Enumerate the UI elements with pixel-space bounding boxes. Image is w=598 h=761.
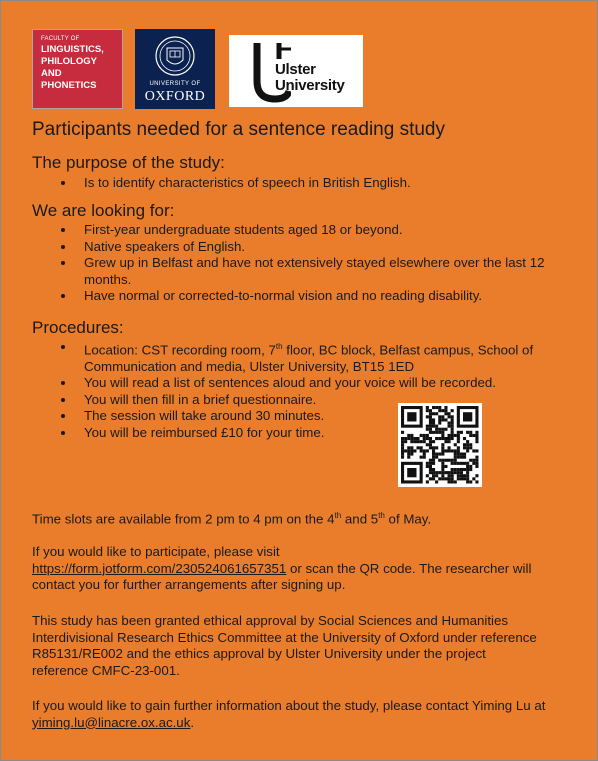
ulster-logo-line1: Ulster [275, 61, 316, 78]
procedures-heading: Procedures: [32, 318, 124, 337]
purpose-list [57, 175, 411, 192]
oxford-crest-icon [153, 34, 197, 78]
faculty-logo-line: AND [41, 68, 62, 79]
ethics-text: This study has been granted ethical approval by Social Sciences and Humanities Interdivisional Research Ethics Committee at the University of Oxford under reference R85131/RE002 and the ethics approval by Ulster University under the project reference CMFC-23-001. [32, 613, 537, 678]
faculty-logo-line: LINGUISTICS, [41, 44, 104, 55]
list-item: You will then fill in a brief questionnaire. [57, 392, 537, 409]
list-item: Have normal or corrected-to-normal vision and no reading disability. [57, 288, 562, 305]
faculty-logo [32, 29, 123, 109]
ulster-logo-name [275, 62, 345, 94]
purpose-heading: The purpose of the study: [32, 153, 225, 172]
ulster-logo-line2: University [275, 77, 345, 94]
faculty-logo-line: PHONETICS [41, 80, 97, 91]
time-slots-text: Time slots are available from 2 pm to 4 pm on the 4th and 5th of May. [32, 511, 432, 527]
list-item: Is to identify characteristics of speech in British English. [57, 175, 411, 192]
faculty-logo-line: PHILOLOGY [41, 56, 97, 67]
list-item: The session will take around 30 minutes. [57, 408, 537, 425]
qr-code-icon[interactable] [398, 403, 482, 487]
faculty-logo-small-text: FACULTY OF [41, 36, 80, 42]
email-link[interactable]: yiming.lu@linacre.ox.ac.uk [32, 714, 191, 730]
list-item: You will read a list of sentences aloud and your voice will be recorded. [57, 375, 537, 392]
list-item: Native speakers of English. [57, 239, 562, 256]
ulster-logo [229, 35, 363, 107]
oxford-logo [135, 29, 215, 109]
looking-list [57, 222, 562, 305]
oxford-logo-small-text: UNIVERSITY OF [149, 81, 201, 87]
list-item: Grew up in Belfast and have not extensively stayed elsewhere over the last 12 months. [57, 255, 562, 288]
page-title: Participants needed for a sentence reading study [32, 119, 445, 140]
looking-heading: We are looking for: [32, 201, 175, 220]
participate-text: If you would like to participate, please visit https://form.jotform.com/230524061657351 or scan the QR code. The researcher will contact you for further arrangements after signing up. [32, 544, 532, 592]
list-item: You will be reimbursed £10 for your time. [57, 425, 537, 442]
jotform-link[interactable]: https://form.jotform.com/230524061657351 [32, 560, 287, 576]
list-item: First-year undergraduate students aged 18 or beyond. [57, 222, 562, 239]
oxford-logo-name: OXFORD [144, 89, 206, 104]
contact-text: If you would like to gain further information about the study, please contact Yiming Lu at yiming.lu@linacre.ox.ac.uk. [32, 698, 546, 730]
list-item-location: Location: CST recording room, 7th floor, BC block, Belfast campus, School of Communication and media, Ulster University, BT15 1ED [57, 339, 537, 375]
